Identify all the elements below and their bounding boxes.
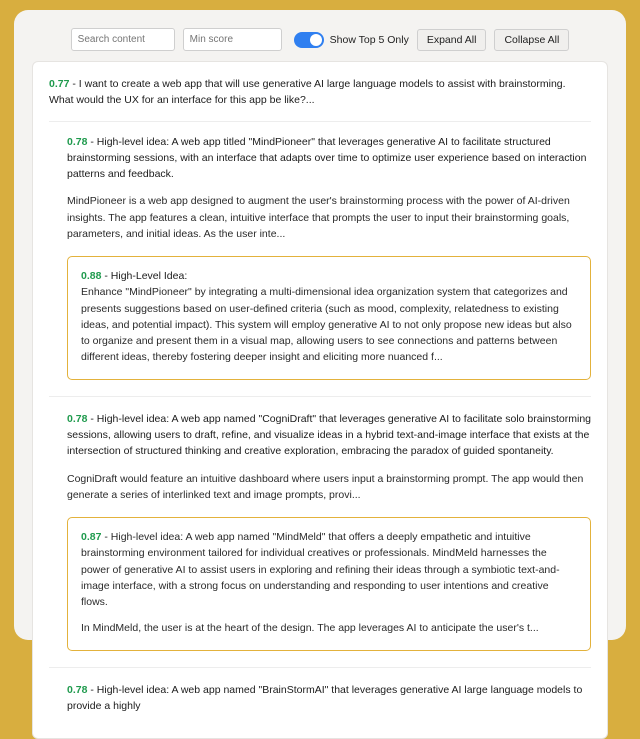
node-body: MindPioneer is a web app designed to augment the user's brainstorming process with the power of AI-driven insights. The app features a clean, intuitive interface that prompts the user to input their brainstorming goals, parameters, and initial ideas. As the user inte... xyxy=(67,195,570,240)
child-paragraph: Enhance "MindPioneer" by integrating a multi-dimensional idea organization system that categorizes and presents suggestions based on user-defined criteria (such as mood, complexity, relatedness to existing ideas, and potential impact). This system will employ generative AI to not only propose new ideas but also to organize and present them in a visual map, allowing users to see connections and patterns between different ideas, thereby fostering deeper insight and eliciting more nuanced f... xyxy=(81,286,572,364)
child-score: 0.87 xyxy=(81,531,102,544)
content-area xyxy=(14,61,626,739)
child-body xyxy=(81,284,577,365)
toggle-knob xyxy=(310,34,322,46)
child-score: 0.88 xyxy=(81,270,102,283)
child-heading xyxy=(81,268,577,284)
node-score: 0.78 xyxy=(67,683,88,696)
child-body xyxy=(81,529,577,637)
filter-toolbar xyxy=(14,10,626,61)
node-head-text: High-level idea: A web app named "BrainStormAI" that leverages generative AI large language models to provide a highly xyxy=(67,683,583,712)
tree-node[interactable] xyxy=(49,411,591,651)
root-score: 0.77 xyxy=(49,78,70,90)
child-node[interactable] xyxy=(67,517,591,651)
child-title-text: High-Level Idea: xyxy=(110,270,188,283)
node-heading xyxy=(67,682,591,715)
show-top-5-toggle-group[interactable] xyxy=(294,32,409,48)
node-dash: - xyxy=(87,683,97,696)
child-title-text: High-level idea: A web app named "MindMeld" that offers a deeply empathetic and intuitive brainstorming environment tailored for individual creatives or professionals. MindMeld harnesses the power of generative AI to assist users in exploring and refining their ideas through a symbiotic text-and-image interface, with a strong focus on understanding and responding to user intentions and creative flows. xyxy=(81,531,560,609)
node-heading xyxy=(67,411,591,460)
root-node[interactable] xyxy=(49,76,591,109)
divider xyxy=(49,121,591,122)
divider xyxy=(49,667,591,668)
tree-card xyxy=(32,61,608,739)
show-top-5-toggle[interactable] xyxy=(294,32,324,48)
child-node[interactable] xyxy=(67,256,591,380)
node-dash: - xyxy=(87,412,97,425)
child-paragraph: In MindMeld, the user is at the heart of the design. The app leverages AI to anticipate the user's t... xyxy=(81,622,539,635)
root-text: I want to create a web app that will use generative AI large language models to assist with brainstorming. What would the UX for an interface for this app be like?... xyxy=(49,78,566,107)
app-viewport xyxy=(14,10,626,712)
child-heading xyxy=(81,529,577,610)
node-body: CogniDraft would feature an intuitive dashboard where users input a brainstorming prompt. The app would then generate a series of interlinked text and image prompts, provi... xyxy=(67,472,584,501)
node-score: 0.78 xyxy=(67,412,88,425)
divider xyxy=(49,396,591,397)
tree-node[interactable] xyxy=(49,682,591,715)
root-dash: - xyxy=(69,78,79,90)
node-dash: - xyxy=(87,135,97,148)
collapse-all-button[interactable]: Collapse All xyxy=(494,29,569,51)
search-input[interactable] xyxy=(71,28,175,51)
node-head-text: High-level idea: A web app titled "MindPioneer" that leverages generative AI to facilitate structured brainstorming sessions, with an interface that adapts over time to optimize user experience based on interaction patterns and feedback. xyxy=(67,135,587,181)
child-dash: - xyxy=(101,270,111,283)
expand-all-button[interactable]: Expand All xyxy=(417,29,487,51)
node-head-text: High-level idea: A web app named "CogniDraft" that leverages generative AI to facilitate solo brainstorming sessions, allowing users to draft, refine, and visualize ideas in a hybrid text-and-image interface that exists at the intersection of structured thinking and creative exploration, embracing the paradox of guided spontaneity. xyxy=(67,412,592,458)
child-dash: - xyxy=(101,531,111,544)
show-top-5-label: Show Top 5 Only xyxy=(329,33,409,46)
tree-node[interactable] xyxy=(49,134,591,380)
min-score-input[interactable] xyxy=(183,28,282,51)
node-heading xyxy=(67,134,591,183)
node-score: 0.78 xyxy=(67,135,88,148)
